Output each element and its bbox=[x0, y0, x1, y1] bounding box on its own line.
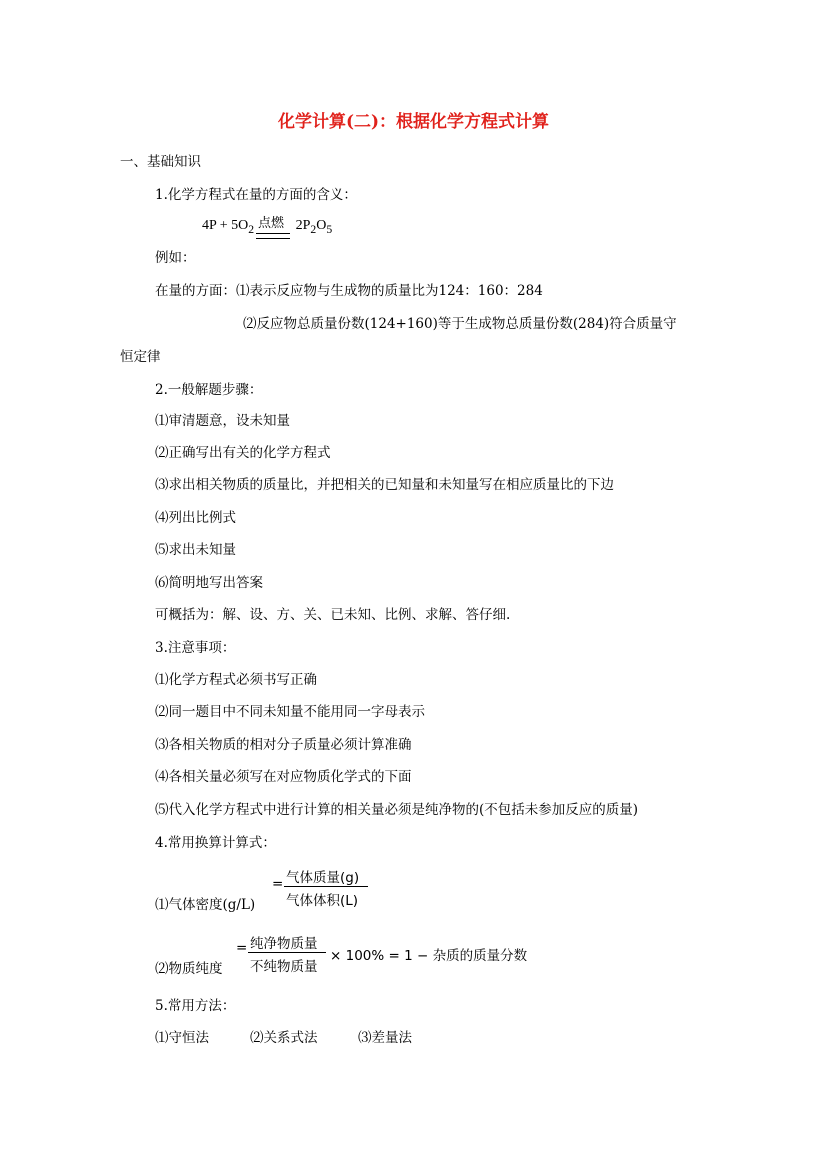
subsection-heading: 1.化学方程式在量的方面的含义： bbox=[155, 187, 357, 203]
equation-double-line bbox=[256, 233, 290, 239]
formula-denominator: 不纯物质量 bbox=[250, 959, 318, 975]
formula-numerator: 纯净物质量 bbox=[250, 936, 318, 952]
method-item: ⑴守恒法 bbox=[155, 1030, 209, 1046]
equation-product: 2P bbox=[295, 218, 311, 233]
subsection-heading: 3.注意事项： bbox=[155, 640, 236, 656]
formula-label: ⑴气体密度(g/L) bbox=[155, 897, 256, 913]
fraction-bar bbox=[284, 886, 368, 887]
page-title: 化学计算(二)：根据化学方程式计算 bbox=[277, 112, 550, 132]
list-item: ⑷列出比例式 bbox=[155, 510, 236, 526]
subsection-heading: 2.一般解题步骤： bbox=[155, 382, 263, 398]
list-item: ⑹简明地写出答案 bbox=[155, 575, 263, 591]
formula-numerator: 气体质量(g) bbox=[286, 870, 360, 886]
list-item: ⑴审清题意，设未知量 bbox=[155, 413, 290, 429]
meaning-line: 在量的方面：⑴表示反应物与生成物的质量比为124：160：284 bbox=[155, 283, 543, 299]
subsection-heading: 5.常用方法： bbox=[155, 998, 236, 1014]
example-label: 例如： bbox=[155, 250, 196, 266]
equation-subscript: 2 bbox=[248, 222, 255, 236]
equation-subscript: 2 bbox=[310, 222, 317, 236]
list-item: ⑵正确写出有关的化学方程式 bbox=[155, 445, 331, 461]
equals-sign: = bbox=[272, 876, 284, 892]
meaning-line: 恒定律 bbox=[120, 349, 161, 365]
fraction-bar bbox=[248, 952, 326, 953]
formula-tail: × 100% = 1 − 杂质的质量分数 bbox=[330, 948, 528, 964]
summary-text: 可概括为：解、设、方、关、已未知、比例、求解、答仔细. bbox=[155, 607, 511, 623]
list-item: ⑶各相关物质的相对分子质量必须计算准确 bbox=[155, 737, 412, 753]
list-item: ⑸代入化学方程式中进行计算的相关量必须是纯净物的(不包括未参加反应的质量) bbox=[155, 802, 639, 818]
reaction-condition: 点燃 bbox=[258, 216, 285, 231]
equation-reactants: 4P + 5O bbox=[202, 218, 249, 233]
formula-denominator: 气体体积(L) bbox=[286, 893, 359, 909]
list-item: ⑵同一题目中不同未知量不能用同一字母表示 bbox=[155, 704, 425, 720]
section-heading: 一、基础知识 bbox=[120, 154, 201, 170]
list-item: ⑶求出相关物质的质量比，并把相关的已知量和未知量写在相应质量比的下边 bbox=[155, 477, 614, 493]
list-item: ⑷各相关量必须写在对应物质化学式的下面 bbox=[155, 769, 412, 785]
equation-product-element: O bbox=[316, 218, 327, 233]
equation-subscript: 5 bbox=[326, 222, 333, 236]
chemical-equation bbox=[202, 218, 332, 236]
meaning-line: ⑵反应物总质量份数(124+160)等于生成物总质量份数(284)符合质量守 bbox=[243, 316, 677, 332]
list-item: ⑴化学方程式必须书写正确 bbox=[155, 672, 317, 688]
method-item: ⑵关系式法 bbox=[250, 1030, 318, 1046]
list-item: ⑸求出未知量 bbox=[155, 542, 236, 558]
formula-label: ⑵物质纯度 bbox=[155, 961, 223, 977]
equals-sign: = bbox=[236, 940, 248, 956]
subsection-heading: 4.常用换算计算式： bbox=[155, 835, 276, 851]
method-item: ⑶差量法 bbox=[358, 1030, 412, 1046]
